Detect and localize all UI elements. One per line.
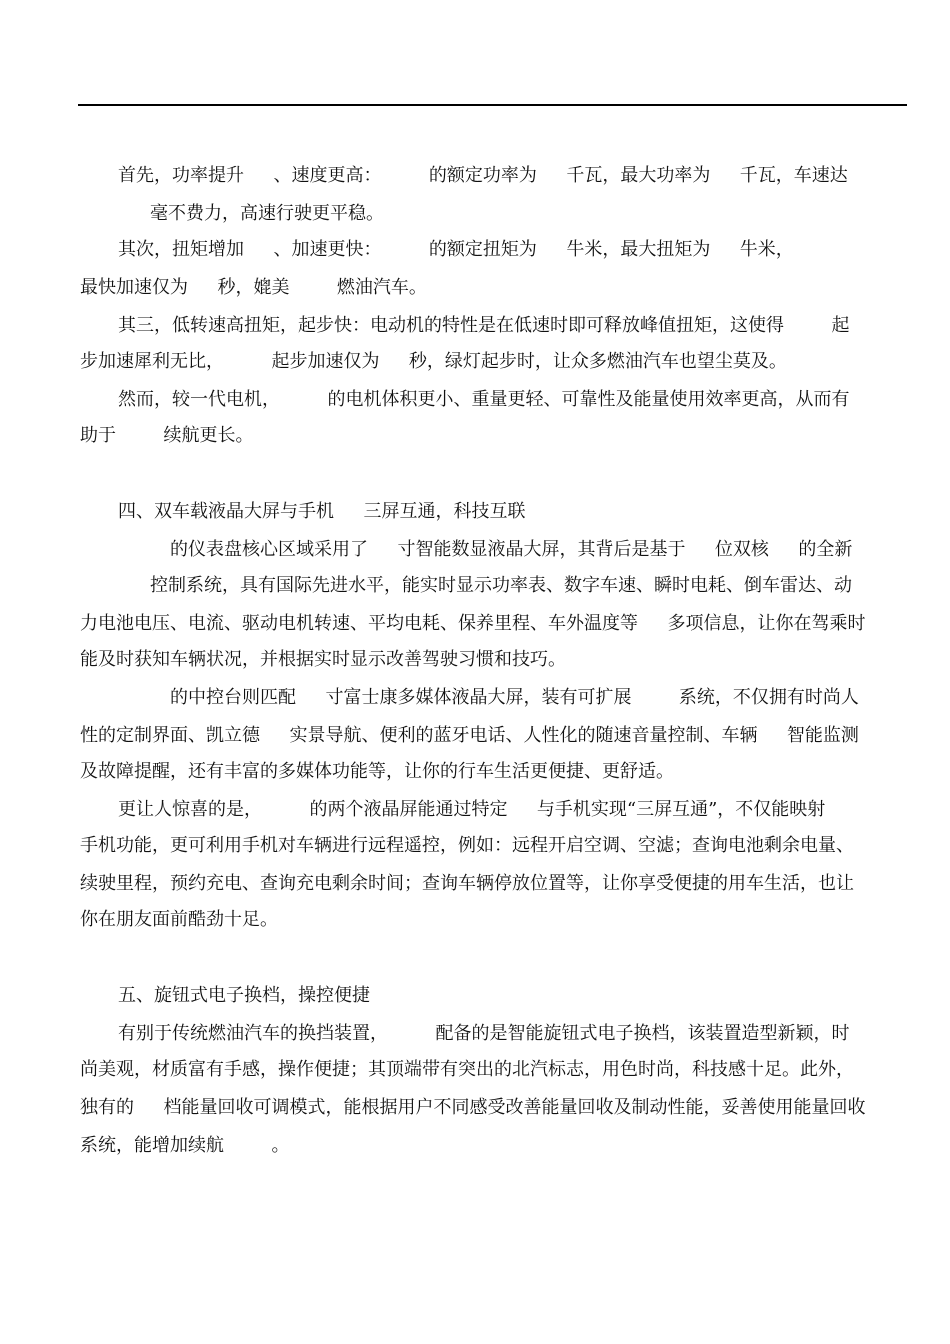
paragraph-console-line-3: 及故障提醒，还有丰富的多媒体功能等，让你的行车生活更便捷、更舒适。: [80, 761, 674, 782]
paragraph-dashboard-line-1: 的仪表盘核心区域采用了 寸智能数显液晶大屏，其背后是基于 位双核 的全新: [170, 539, 853, 560]
paragraph-power-line-1: 首先，功率提升 、速度更高： 的额定功率为 千瓦，最大功率为 千瓦，车速达: [118, 165, 848, 186]
section-heading-dual-screen: 四、双车载液晶大屏与手机 三屏互通，科技互联: [118, 501, 526, 522]
paragraph-three-screen-line-1: 更让人惊喜的是， 的两个液晶屏能通过特定 与手机实现“三屏互通”，不仅能映射: [118, 799, 826, 820]
paragraph-three-screen-line-2: 手机功能，更可利用手机对车辆进行远程遥控，例如：远程开启空调、空滤；查询电池剩余电量、: [80, 835, 854, 856]
paragraph-gear-knob-line-2: 尚美观，材质富有手感，操作便捷；其顶端带有突出的北汽标志，用色时尚，科技感十足。此外，: [80, 1059, 854, 1080]
paragraph-dashboard-line-3: 力电池电压、电流、驱动电机转速、平均电耗、保养里程、车外温度等 多项信息，让你在驾乘时: [80, 613, 866, 634]
paragraph-dashboard-line-4: 能及时获知车辆状况，并根据实时显示改善驾驶习惯和技巧。: [80, 649, 566, 670]
paragraph-torque-line-2: 最快加速仅为 秒，媲美 燃油汽车。: [80, 277, 427, 298]
paragraph-low-speed-line-2: 步加速犀利无比， 起步加速仅为 秒，绿灯起步时，让众多燃油汽车也望尘莫及。: [80, 351, 787, 372]
paragraph-motor-line-1: 然而，较一代电机， 的电机体积更小、重量更轻、可靠性及能量使用效率更高，从而有: [118, 389, 850, 410]
paragraph-torque-line-1: 其次，扭矩增加 、加速更快： 的额定扭矩为 牛米，最大扭矩为 牛米，: [118, 239, 794, 260]
header-rule: [78, 104, 907, 106]
paragraph-console-line-1: 的中控台则匹配 寸富士康多媒体液晶大屏，装有可扩展 系统，不仅拥有时尚人: [170, 687, 859, 708]
paragraph-low-speed-line-1: 其三，低转速高扭矩，起步快：电动机的特性是在低速时即可释放峰值扭矩，这使得 起: [118, 315, 850, 336]
paragraph-console-line-2: 性的定制界面、凯立德 实景导航、便利的蓝牙电话、人性化的随速音量控制、车辆 智能监测: [80, 725, 859, 746]
paragraph-power-line-2: 毫不费力，高速行驶更平稳。: [150, 203, 384, 224]
paragraph-gear-knob-line-3: 独有的 档能量回收可调模式，能根据用户不同感受改善能量回收及制动性能，妥善使用能量回收: [80, 1097, 866, 1118]
paragraph-dashboard-line-2: 控制系统，具有国际先进水平，能实时显示功率表、数字车速、瞬时电耗、倒车雷达、动: [150, 575, 852, 596]
paragraph-three-screen-line-4: 你在朋友面前酷劲十足。: [80, 909, 278, 930]
section-heading-gear-knob: 五、旋钮式电子换档，操控便捷: [118, 985, 370, 1006]
paragraph-three-screen-line-3: 续驶里程，预约充电、查询充电剩余时间；查询车辆停放位置等，让你享受便捷的用车生活，也让: [80, 873, 854, 894]
paragraph-gear-knob-line-4: 系统，能增加续航 。: [80, 1135, 290, 1156]
paragraph-motor-line-2: 助于 续航更长。: [80, 425, 254, 446]
paragraph-gear-knob-line-1: 有别于传统燃油汽车的换挡装置， 配备的是智能旋钮式电子换档，该装置造型新颖，时: [118, 1023, 850, 1044]
